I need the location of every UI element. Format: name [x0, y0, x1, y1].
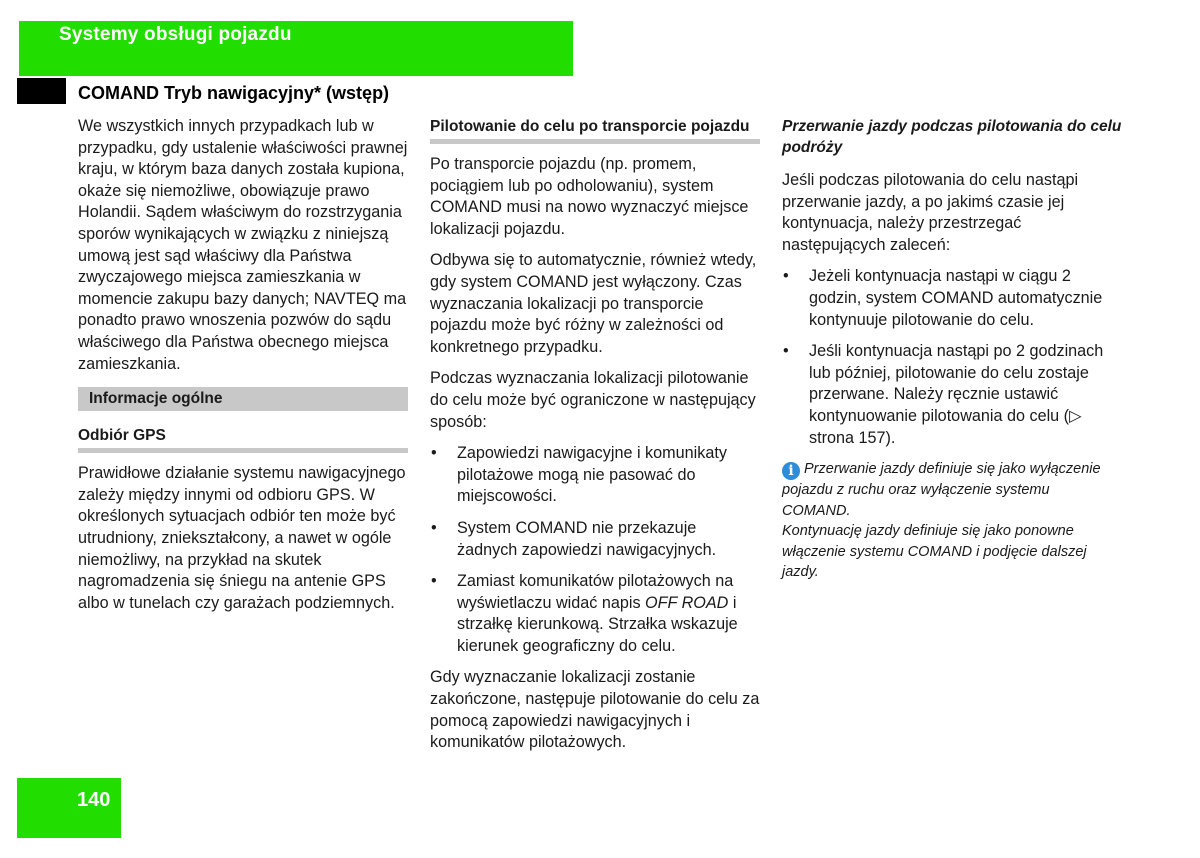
gps-paragraph: Prawidłowe działanie systemu nawigacyjnego zależy między innymi od odbioru GPS. W określonych sytuacjach odbiór ten może być utrudniony, zniekształcony, a nawet w ogóle niemożliwy, na przykład na skutek nagromadzenia się śniegu na antenie GPS albo w tunelach czy garażach podziemnych. — [78, 464, 406, 612]
interruption-paragraph: Jeśli podczas pilotowania do celu nastąpi przerwanie jazdy, a po jakimś czasie jej kontynuacja, należy przestrzegać następujących zaleceń: — [782, 171, 1079, 254]
column-1 — [78, 116, 408, 624]
chapter-title: Systemy obsługi pojazdu — [59, 24, 292, 45]
list-item — [430, 443, 760, 508]
list-item-text: Zamiast komunikatów pilotażowych na wyświetlaczu widać napis — [457, 572, 734, 612]
transport-heading: Pilotowanie do celu po transporcie pojazdu — [430, 116, 760, 144]
list-item-text: Jeśli kontynuacja nastąpi po 2 godzinach lub później, pilotowanie do celu zostaje przerwane. Należy ręcznie ustawić kontynuowanie pilotowania do celu (▷ strona 157). — [809, 342, 1104, 447]
list-item — [430, 518, 760, 561]
bullet-icon: • — [431, 444, 437, 463]
bullet-icon: • — [783, 342, 789, 361]
info-note — [782, 459, 1122, 583]
note-text-1: Przerwanie jazdy definiuje się jako wyłączenie pojazdu z ruchu oraz wyłączenie systemu COMAND. — [782, 461, 1101, 519]
bullet-icon: • — [431, 518, 437, 537]
list-item-text: i strzałkę kierunkową. Strzałka wskazuje kierunek geograficzny do celu. — [457, 593, 738, 655]
transport-paragraph-2: Odbywa się to automatycznie, również wtedy, gdy system COMAND jest wyłączony. Czas wyznaczania lokalizacji po transporcie pojazdu może być różny w zależności od konkretnego przypadku. — [430, 251, 757, 356]
interruption-bullet-list — [782, 266, 1122, 449]
bullet-icon: • — [431, 572, 437, 591]
list-item-text: Zapowiedzi nawigacyjne i komunikaty pilotażowe mogą nie pasować do miejscowości. — [457, 444, 727, 506]
info-icon: i — [782, 462, 800, 480]
transport-bullet-list — [430, 443, 760, 657]
info-section-box: Informacje ogólne — [78, 387, 408, 411]
gps-heading: Odbiór GPS — [78, 425, 408, 453]
note-text-2: Kontynuację jazdy definiuje się jako ponowne włączenie systemu COMAND i podjęcie dalszej jazdy. — [782, 523, 1087, 581]
list-item-text: System COMAND nie przekazuje żadnych zapowiedzi nawigacyjnych. — [457, 518, 717, 559]
column-2 — [430, 116, 760, 764]
section-title: COMAND Tryb nawigacyjny* (wstęp) — [78, 83, 390, 103]
intro-paragraph: We wszystkich innych przypadkach lub w przypadku, gdy ustalenie właściwości prawnej kraju, w którym baza danych została kupiona, okaże się niemożliwe, obowiązuje prawo Holandii. Sądem właściwym do rozstrzygania sporów wynikających w związku z niniejszą umową jest sąd właściwy dla Państwa zwyczajowego miejsca zamieszkania w momencie zakupu bazy danych; NAVTEQ ma ponadto prawo wnoszenia pozwów do sądu właściwego dla Państwa obecnego miejsca zamieszkania. — [78, 117, 408, 373]
off-road-label: OFF ROAD — [645, 593, 729, 612]
transport-paragraph-3: Podczas wyznaczania lokalizacji pilotowanie do celu może być ograniczone w następujący sposób: — [430, 369, 756, 431]
bullet-icon: • — [783, 267, 789, 286]
column-3 — [782, 116, 1122, 583]
transport-paragraph-1: Po transporcie pojazdu (np. promem, pociągiem lub po odholowaniu), system COMAND musi na nowo wyznaczyć miejsce lokalizacji pojazdu. — [430, 155, 749, 238]
list-item — [430, 571, 760, 657]
section-marker — [17, 78, 66, 104]
list-item — [782, 266, 1122, 331]
interruption-heading: Przerwanie jazdy podczas pilotowania do celu podróży — [782, 118, 1122, 156]
page-number: 140 — [77, 789, 111, 811]
list-item-text: Jeżeli kontynuacja nastąpi w ciągu 2 godzin, system COMAND automatycznie kontynuuje pilotowanie do celu. — [809, 267, 1103, 329]
transport-paragraph-4: Gdy wyznaczanie lokalizacji zostanie zakończone, następuje pilotowanie do celu za pomocą zapowiedzi nawigacyjnych i komunikatów pilotażowych. — [430, 668, 760, 752]
list-item — [782, 341, 1122, 449]
